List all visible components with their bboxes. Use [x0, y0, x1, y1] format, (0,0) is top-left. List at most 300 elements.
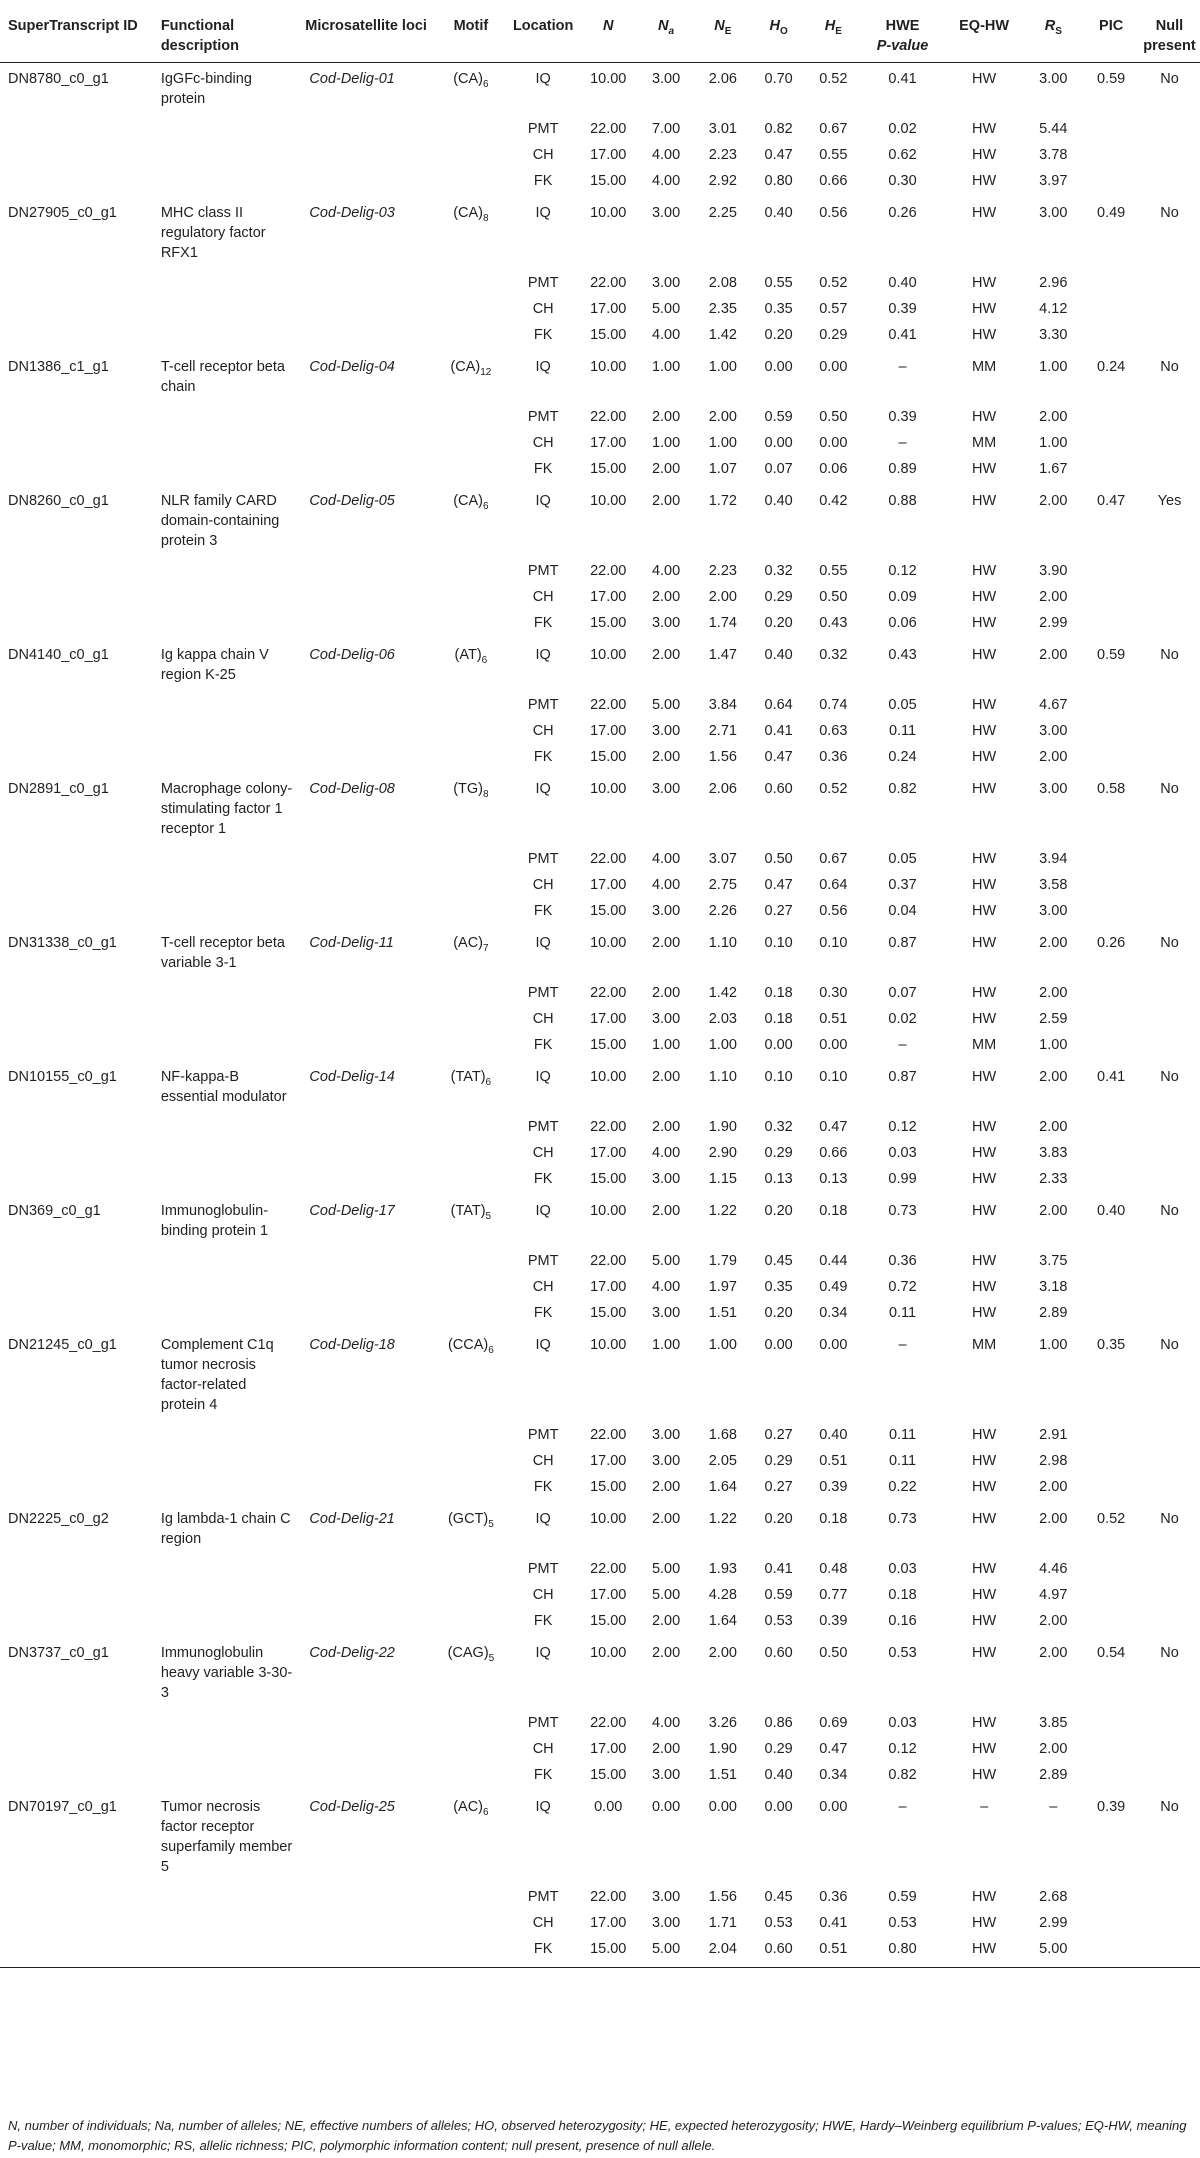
- hwe-cell: 0.06: [888, 615, 917, 631]
- he-cell: 0.41: [819, 1915, 848, 1931]
- ne-cell: 1.00: [708, 1037, 737, 1053]
- he-cell: 0.50: [819, 589, 848, 605]
- na-cell: 3.00: [651, 903, 681, 919]
- ho-cell: 0.18: [764, 1011, 793, 1027]
- table-row: [0, 927, 1200, 973]
- empty-cell: [1139, 1241, 1200, 1271]
- empty-cell: [1083, 1759, 1139, 1791]
- empty-cell: [153, 1549, 298, 1579]
- eq-cell: HW: [972, 1645, 997, 1661]
- empty-cell: [0, 427, 153, 453]
- eq-cell: HW: [972, 1279, 997, 1295]
- header-ne-sub: E: [724, 26, 732, 37]
- motif-base: (GCT): [447, 1511, 489, 1527]
- loci-cell: Cod-Delig-01: [309, 71, 395, 87]
- empty-cell: [1139, 1907, 1200, 1933]
- empty-cell: [153, 1933, 298, 1968]
- table-row: [0, 1195, 1200, 1241]
- empty-cell: [1083, 1579, 1139, 1605]
- location-cell: FK: [533, 1305, 553, 1321]
- hwe-cell: 0.99: [888, 1171, 917, 1187]
- pic-cell: 0.59: [1097, 71, 1126, 87]
- hwe-cell: 0.24: [888, 749, 917, 765]
- empty-cell: [1139, 1733, 1200, 1759]
- ho-cell: 0.29: [764, 1453, 793, 1469]
- eq-cell: HW: [972, 461, 997, 477]
- na-cell: 5.00: [651, 1561, 681, 1577]
- header-he: [807, 0, 861, 63]
- n-cell: 22.00: [590, 1889, 627, 1905]
- empty-cell: [1139, 263, 1200, 293]
- empty-cell: [1083, 319, 1139, 351]
- location-cell: FK: [533, 615, 553, 631]
- na-cell: 2.00: [651, 589, 681, 605]
- ho-cell: 0.27: [764, 1479, 793, 1495]
- location-cell: CH: [532, 723, 554, 739]
- eq-cell: MM: [972, 435, 997, 451]
- transcript-id-cell: DN8260_c0_g1: [8, 493, 109, 509]
- location-cell: FK: [507, 1933, 579, 1968]
- he-cell: 0.00: [819, 1037, 848, 1053]
- pic-cell: 0.49: [1097, 205, 1126, 221]
- pic-cell: 0.40: [1097, 1203, 1126, 1219]
- empty-cell: [153, 1107, 298, 1137]
- eq-cell: HW: [972, 301, 997, 317]
- empty-cell: [153, 293, 298, 319]
- n-cell: 22.00: [590, 563, 627, 579]
- motif-repeat: 7: [483, 943, 489, 954]
- null-present-cell: No: [1160, 205, 1179, 221]
- eq-cell: HW: [972, 1305, 997, 1321]
- rs-cell: 2.00: [1039, 589, 1068, 605]
- he-cell: 0.47: [819, 1119, 848, 1135]
- n-cell: 22.00: [590, 697, 627, 713]
- empty-cell: [1083, 1733, 1139, 1759]
- ho-cell: 0.59: [764, 1587, 793, 1603]
- pic-cell: 0.26: [1097, 935, 1126, 951]
- loci-cell: Cod-Delig-25: [309, 1799, 395, 1815]
- location-cell: PMT: [527, 121, 559, 137]
- hwe-cell: 0.12: [888, 1119, 917, 1135]
- motif-base: (AT): [454, 647, 482, 663]
- eq-cell: HW: [972, 493, 997, 509]
- empty-cell: [435, 1241, 507, 1271]
- table-row: [0, 1877, 1200, 1907]
- na-cell: 1.00: [651, 435, 681, 451]
- header-null: Null present: [1139, 0, 1200, 63]
- ne-cell: 1.93: [708, 1561, 737, 1577]
- empty-cell: [435, 1579, 507, 1605]
- rs-cell: 2.00: [1039, 1069, 1068, 1085]
- empty-cell: [0, 453, 153, 485]
- empty-cell: [297, 1415, 434, 1445]
- eq-cell: HW: [972, 1453, 997, 1469]
- header-eq: EQ-HW: [945, 0, 1023, 63]
- empty-cell: [0, 715, 153, 741]
- empty-cell: [297, 319, 434, 351]
- ho-cell: 0.41: [764, 723, 793, 739]
- n-cell: 10.00: [590, 1645, 627, 1661]
- n-cell: 17.00: [590, 1741, 627, 1757]
- description-cell: NF-kappa-B essential modulator: [160, 1069, 287, 1105]
- empty-cell: [297, 165, 434, 197]
- na-cell: 3.00: [651, 1171, 681, 1187]
- empty-cell: [435, 839, 507, 869]
- hwe-cell: 0.07: [888, 985, 917, 1001]
- motif-base: (CAG): [447, 1645, 489, 1661]
- empty-cell: [435, 139, 507, 165]
- na-cell: 2.00: [651, 409, 681, 425]
- table-body: [0, 63, 1200, 1968]
- he-cell: 0.63: [819, 723, 848, 739]
- table-row: [0, 773, 1200, 839]
- na-cell: 2.00: [651, 1645, 681, 1661]
- location-cell: FK: [533, 903, 553, 919]
- empty-cell: [153, 1163, 298, 1195]
- empty-cell: [1083, 1163, 1139, 1195]
- ho-cell: 0.40: [764, 647, 793, 663]
- ho-cell: 0.27: [764, 903, 793, 919]
- empty-cell: [0, 839, 153, 869]
- empty-cell: [1083, 1241, 1139, 1271]
- empty-cell: [1083, 1137, 1139, 1163]
- empty-cell: [435, 293, 507, 319]
- eq-cell: HW: [972, 589, 997, 605]
- na-cell: 5.00: [651, 1253, 681, 1269]
- location-cell: CH: [532, 435, 554, 451]
- ne-cell: 1.22: [708, 1203, 737, 1219]
- eq-cell: HW: [972, 877, 997, 893]
- table-row: [0, 639, 1200, 685]
- na-cell: 2.00: [651, 1203, 681, 1219]
- rs-cell: 2.68: [1039, 1889, 1068, 1905]
- he-cell: 0.52: [819, 781, 848, 797]
- transcript-id-cell: DN27905_c0_g1: [8, 205, 117, 221]
- hwe-cell: 0.11: [888, 1427, 917, 1443]
- empty-cell: [297, 139, 434, 165]
- ne-cell: 1.72: [708, 493, 737, 509]
- empty-cell: [1139, 1003, 1200, 1029]
- he-cell: 0.18: [819, 1203, 848, 1219]
- empty-cell: [1139, 427, 1200, 453]
- empty-cell: [435, 1933, 507, 1968]
- he-cell: 0.55: [819, 147, 848, 163]
- location-cell: IQ: [535, 1337, 551, 1353]
- na-cell: 2.00: [651, 647, 681, 663]
- rs-cell: 2.91: [1039, 1427, 1068, 1443]
- ne-cell: 1.56: [708, 749, 737, 765]
- hwe-cell: 0.36: [888, 1253, 917, 1269]
- ho-cell: 0.64: [764, 697, 793, 713]
- rs-cell: 2.00: [1039, 409, 1068, 425]
- rs-cell: 3.00: [1039, 903, 1068, 919]
- location-cell: CH: [532, 1279, 554, 1295]
- empty-cell: [435, 1471, 507, 1503]
- ho-cell: 0.40: [764, 493, 793, 509]
- he-cell: 0.40: [819, 1427, 848, 1443]
- n-cell: 10.00: [590, 1203, 627, 1219]
- table-row: [0, 397, 1200, 427]
- n-cell: 10.00: [590, 205, 627, 221]
- table-row: [0, 63, 1200, 110]
- null-present-cell: No: [1160, 1337, 1179, 1353]
- n-cell: 10.00: [590, 493, 627, 509]
- pic-cell: 0.24: [1097, 359, 1126, 375]
- ho-cell: 0.10: [764, 935, 793, 951]
- table-header: [0, 0, 1200, 63]
- eq-cell: HW: [945, 1933, 1023, 1968]
- empty-cell: [153, 427, 298, 453]
- empty-cell: [435, 869, 507, 895]
- empty-cell: [1139, 293, 1200, 319]
- rs-cell: 2.99: [1039, 615, 1068, 631]
- table-row: [0, 1791, 1200, 1877]
- location-cell: FK: [533, 461, 553, 477]
- empty-cell: [1083, 973, 1139, 1003]
- empty-cell: [1139, 1163, 1200, 1195]
- empty-cell: [1139, 741, 1200, 773]
- empty-cell: [0, 1241, 153, 1271]
- he-cell: 0.50: [819, 409, 848, 425]
- location-cell: PMT: [527, 985, 559, 1001]
- rs-cell: 1.00: [1039, 1037, 1068, 1053]
- table-row: [0, 1759, 1200, 1791]
- n-cell: 17.00: [590, 1145, 627, 1161]
- table-row: [0, 1003, 1200, 1029]
- hwe-cell: 0.05: [888, 697, 917, 713]
- location-cell: IQ: [535, 1799, 551, 1815]
- null-present-cell: No: [1160, 71, 1179, 87]
- empty-cell: [153, 1271, 298, 1297]
- rs-cell: 3.58: [1039, 877, 1068, 893]
- n-cell: 22.00: [590, 409, 627, 425]
- empty-cell: [0, 1759, 153, 1791]
- na-cell: 3.00: [651, 1767, 681, 1783]
- na-cell: 4.00: [651, 877, 681, 893]
- ne-cell: 0.00: [708, 1799, 737, 1815]
- ne-cell: 3.84: [708, 697, 737, 713]
- empty-cell: [297, 427, 434, 453]
- ho-cell: 0.00: [764, 359, 793, 375]
- rs-cell: 4.97: [1039, 1587, 1068, 1603]
- empty-cell: [0, 973, 153, 1003]
- empty-cell: [0, 319, 153, 351]
- hwe-cell: 0.82: [888, 1767, 917, 1783]
- eq-cell: HW: [972, 1171, 997, 1187]
- loci-cell: Cod-Delig-04: [309, 359, 395, 375]
- eq-cell: HW: [972, 1889, 997, 1905]
- empty-cell: [0, 1471, 153, 1503]
- empty-cell: [153, 551, 298, 581]
- empty-cell: [1083, 1933, 1139, 1968]
- ne-cell: 2.26: [708, 903, 737, 919]
- hwe-cell: 0.12: [888, 1741, 917, 1757]
- loci-cell: Cod-Delig-05: [309, 493, 395, 509]
- hwe-cell: 0.11: [888, 1305, 917, 1321]
- empty-cell: [1083, 427, 1139, 453]
- eq-cell: HW: [972, 1587, 997, 1603]
- ho-cell: 0.00: [764, 435, 793, 451]
- empty-cell: [435, 1549, 507, 1579]
- location-cell: IQ: [535, 935, 551, 951]
- empty-cell: [435, 1759, 507, 1791]
- ne-cell: 1.07: [708, 461, 737, 477]
- eq-cell: HW: [972, 409, 997, 425]
- empty-cell: [297, 1271, 434, 1297]
- na-cell: 2.00: [651, 749, 681, 765]
- description-cell: Ig lambda-1 chain C region: [160, 1511, 291, 1547]
- na-cell: 2.00: [651, 1511, 681, 1527]
- eq-cell: HW: [972, 275, 997, 291]
- hwe-cell: 0.73: [888, 1203, 917, 1219]
- ho-cell: 0.00: [764, 1037, 793, 1053]
- ho-cell: 0.60: [764, 1645, 793, 1661]
- empty-cell: [0, 139, 153, 165]
- na-cell: 4.00: [651, 327, 681, 343]
- n-cell: 15.00: [590, 1171, 627, 1187]
- eq-cell: HW: [972, 615, 997, 631]
- n-cell: 22.00: [590, 1715, 627, 1731]
- location-cell: PMT: [527, 1427, 559, 1443]
- description-cell: Macrophage colony-stimulating factor 1 receptor 1: [160, 781, 293, 837]
- empty-cell: [1083, 1877, 1139, 1907]
- empty-cell: [1139, 685, 1200, 715]
- eq-cell: HW: [972, 903, 997, 919]
- he-cell: 0.32: [819, 647, 848, 663]
- na-cell: 2.00: [651, 1741, 681, 1757]
- empty-cell: [1083, 1297, 1139, 1329]
- hwe-cell: 0.02: [888, 121, 917, 137]
- empty-cell: [1083, 453, 1139, 485]
- eq-cell: HW: [972, 1145, 997, 1161]
- empty-cell: [0, 895, 153, 927]
- empty-cell: [0, 1703, 153, 1733]
- ne-cell: 2.04: [695, 1933, 751, 1968]
- location-cell: IQ: [535, 359, 551, 375]
- rs-cell: 2.00: [1039, 1511, 1068, 1527]
- ho-cell: 0.32: [764, 563, 793, 579]
- n-cell: 17.00: [590, 1011, 627, 1027]
- na-cell: 3.00: [651, 723, 681, 739]
- null-present-cell: No: [1160, 1645, 1179, 1661]
- empty-cell: [153, 453, 298, 485]
- rs-cell: 2.00: [1039, 1479, 1068, 1495]
- motif-base: (CA): [453, 71, 484, 87]
- pic-cell: 0.47: [1097, 493, 1126, 509]
- empty-cell: [0, 1003, 153, 1029]
- transcript-id-cell: DN70197_c0_g1: [8, 1799, 117, 1815]
- location-cell: IQ: [535, 1645, 551, 1661]
- empty-cell: [1083, 839, 1139, 869]
- empty-cell: [297, 839, 434, 869]
- n-cell: 15.00: [590, 461, 627, 477]
- he-cell: 0.57: [819, 301, 848, 317]
- ne-cell: 1.42: [708, 985, 737, 1001]
- na-cell: 3.00: [651, 205, 681, 221]
- empty-cell: [435, 1107, 507, 1137]
- empty-cell: [297, 1445, 434, 1471]
- hwe-cell: 0.53: [888, 1645, 917, 1661]
- rs-cell: 2.00: [1039, 1613, 1068, 1629]
- header-motif: Motif: [435, 0, 507, 63]
- n-cell: 10.00: [590, 781, 627, 797]
- location-cell: CH: [532, 1915, 554, 1931]
- ho-cell: 0.55: [764, 275, 793, 291]
- empty-cell: [297, 551, 434, 581]
- empty-cell: [0, 1907, 153, 1933]
- na-cell: 3.00: [651, 1889, 681, 1905]
- n-cell: 22.00: [590, 1561, 627, 1577]
- he-cell: 0.74: [819, 697, 848, 713]
- hwe-cell: –: [898, 1337, 907, 1353]
- ho-cell: 0.41: [764, 1561, 793, 1577]
- loci-cell: Cod-Delig-22: [309, 1645, 395, 1661]
- na-cell: 2.00: [651, 935, 681, 951]
- empty-cell: [435, 973, 507, 1003]
- empty-cell: [0, 1445, 153, 1471]
- ne-cell: 1.22: [708, 1511, 737, 1527]
- empty-cell: [1139, 1137, 1200, 1163]
- he-cell: 0.30: [819, 985, 848, 1001]
- motif-repeat: 6: [483, 501, 489, 512]
- location-cell: FK: [533, 749, 553, 765]
- motif-base: (TAT): [450, 1069, 486, 1085]
- table-row: [0, 685, 1200, 715]
- empty-cell: [297, 1703, 434, 1733]
- ho-cell: 0.27: [764, 1427, 793, 1443]
- header-ne-base: N: [714, 18, 725, 34]
- empty-cell: [435, 1445, 507, 1471]
- ho-cell: 0.82: [764, 121, 793, 137]
- ne-cell: 2.71: [708, 723, 737, 739]
- empty-cell: [153, 869, 298, 895]
- ho-cell: 0.86: [764, 1715, 793, 1731]
- empty-cell: [435, 263, 507, 293]
- eq-cell: HW: [972, 697, 997, 713]
- location-cell: IQ: [535, 1203, 551, 1219]
- eq-cell: MM: [972, 359, 997, 375]
- empty-cell: [435, 551, 507, 581]
- n-cell: 17.00: [590, 1279, 627, 1295]
- table-row: [0, 351, 1200, 397]
- header-ne: [695, 0, 751, 63]
- hwe-cell: 0.39: [888, 301, 917, 317]
- motif-repeat: 6: [488, 1345, 494, 1356]
- ne-cell: 1.68: [708, 1427, 737, 1443]
- ne-cell: 1.71: [708, 1915, 737, 1931]
- motif-repeat: 6: [481, 655, 488, 666]
- ne-cell: 2.35: [708, 301, 737, 317]
- ho-cell: 0.07: [764, 461, 793, 477]
- ne-cell: 3.07: [708, 851, 737, 867]
- hwe-cell: 0.05: [888, 851, 917, 867]
- rs-cell: 2.00: [1039, 1741, 1068, 1757]
- eq-cell: HW: [972, 205, 997, 221]
- empty-cell: [153, 1003, 298, 1029]
- ne-cell: 1.74: [708, 615, 737, 631]
- na-cell: 4.00: [651, 147, 681, 163]
- he-cell: 0.18: [819, 1511, 848, 1527]
- description-cell: T-cell receptor beta variable 3-1: [160, 935, 285, 971]
- na-cell: 4.00: [651, 173, 681, 189]
- motif-cell: [435, 1791, 507, 1877]
- motif-base: (AC): [453, 935, 484, 951]
- rs-cell: 2.00: [1039, 1645, 1068, 1661]
- empty-cell: [153, 109, 298, 139]
- empty-cell: [1139, 1549, 1200, 1579]
- ho-cell: 0.20: [764, 327, 793, 343]
- loci-cell: Cod-Delig-06: [309, 647, 395, 663]
